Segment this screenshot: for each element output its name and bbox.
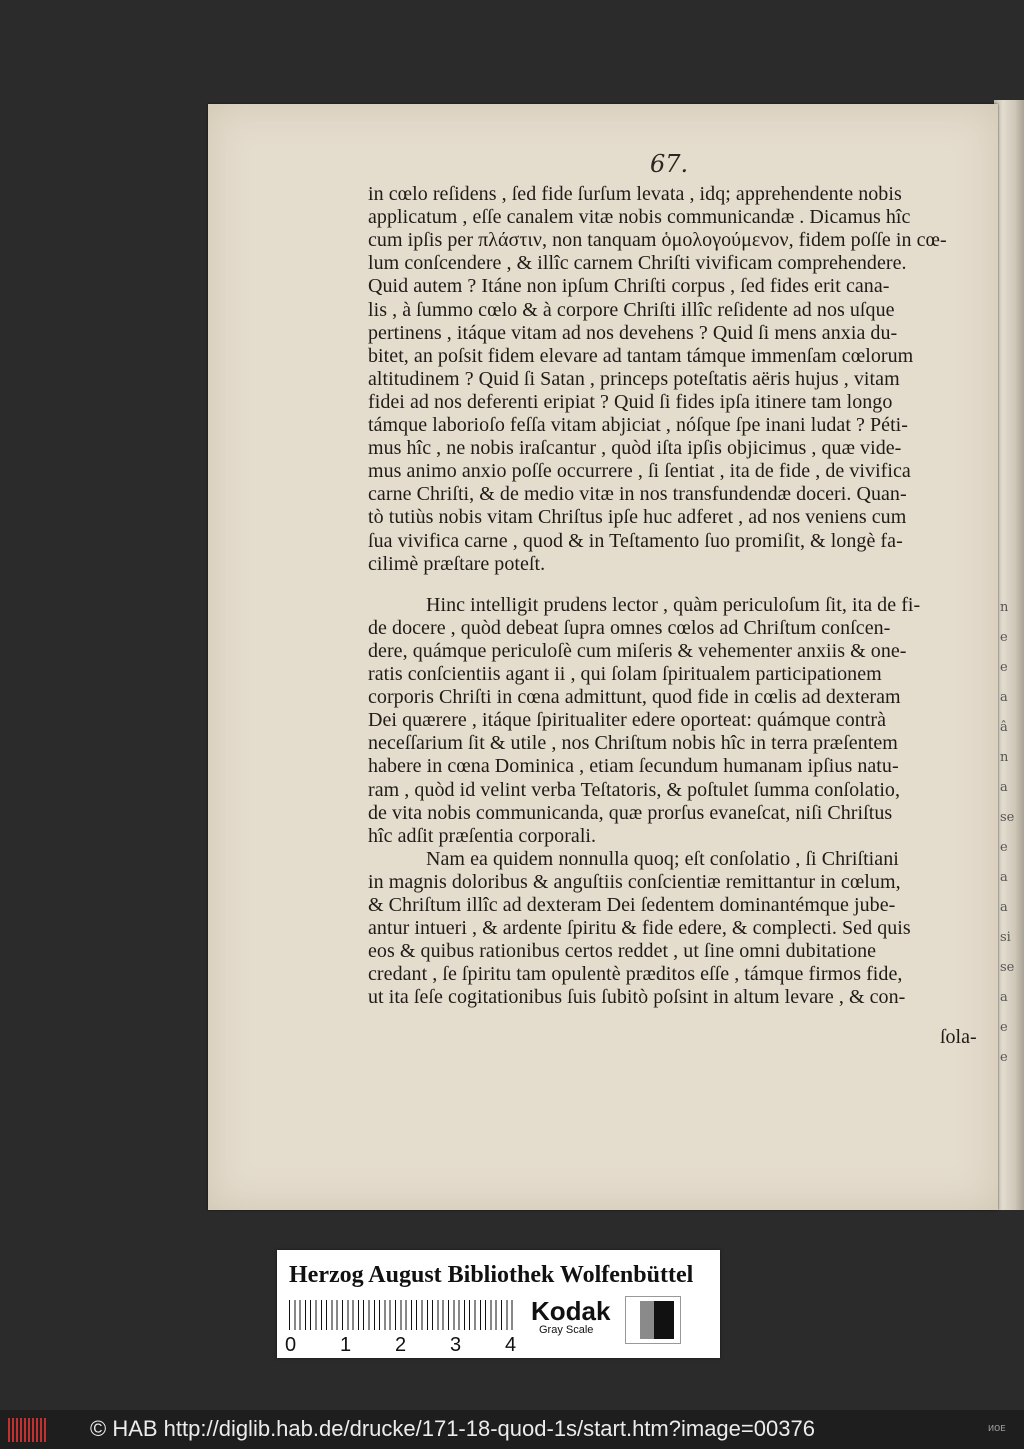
edge-mark: e xyxy=(1000,1050,1008,1065)
ruler-digit: 0 xyxy=(285,1334,297,1356)
text-line: lis , à ſummo cœlo & à corpore Chriſti illîc reſidente ad nos uſque xyxy=(368,298,895,321)
edge-mark: a xyxy=(1000,900,1008,915)
text-line: hîc adſit præſentia corporali. xyxy=(368,824,597,847)
text-line: ratis conſcientiis agant ii , qui ſolam ſpiritualem participationem xyxy=(368,663,882,685)
text-line: ſua vivifica carne , quod & in Teſtamento ſuo promiſit, & longè fa- xyxy=(368,529,903,552)
text-line: de vita nobis communicanda, quæ prorſus evaneſcat, niſi Chriſtus xyxy=(368,801,893,824)
gray-scale-patch xyxy=(625,1296,681,1344)
footer-bar xyxy=(0,1410,1024,1449)
page-number: 67. xyxy=(650,150,689,178)
text-line: in cœlo reſidens , ſed fide ſurſum levata , idq; apprehendente nobis xyxy=(368,183,902,205)
catchword: ſola- xyxy=(940,1026,977,1048)
edge-mark: si xyxy=(1000,930,1011,945)
text-line: in magnis doloribus & anguſtiis conſcientiæ remittantur in cœlum, xyxy=(368,870,901,893)
text-line: dere, quámque periculoſè cum miſeris & vehementer anxiis & one- xyxy=(368,639,907,662)
ruler-digit: 1 xyxy=(340,1334,352,1356)
ruler-digit: 4 xyxy=(505,1334,517,1356)
text-line: cum ipſis per πλάστιν, non tanquam ὁμολογούμενον, fidem poſſe in cœ- xyxy=(368,229,947,252)
text-line: neceſſarium ſit & utile , nos Chriſtum nobis hîc in terra præſentem xyxy=(368,732,898,755)
text-line: credant , ſe ſpiritu tam opulentè præditos eſſe , támque firmos fide, xyxy=(368,963,903,986)
footer-end-mark: ᴎᴏᴇ xyxy=(988,1422,1006,1434)
text-line: & Chriſtum illîc ad dexteram Dei ſedentem dominantémque jube- xyxy=(368,894,896,916)
edge-mark: a xyxy=(1000,690,1008,705)
edge-mark: se xyxy=(1000,810,1015,825)
text-line: támque laborioſo feſſa vitam abjiciat , nóſque ſpe inani ludat ? Péti- xyxy=(368,414,909,436)
text-line: mus animo anxio poſſe occurrere , ſi ſentiat , ita de fide , de vivifica xyxy=(368,460,911,483)
text-line: cilimè præſtare poteſt. xyxy=(368,552,546,575)
edge-mark: e xyxy=(1000,840,1008,855)
text-line: Nam ea quidem nonnulla quoq; eſt conſolatio , ſi Chriſtiani xyxy=(426,847,899,870)
ruler-digit: 2 xyxy=(395,1334,407,1356)
library-color-card xyxy=(277,1250,720,1358)
ruler-digit: 3 xyxy=(450,1334,462,1356)
barcode-icon xyxy=(8,1418,48,1442)
text-line: ut ita ſeſe cogitationibus ſuis ſubitò poſsint in altum levare , & con- xyxy=(368,986,906,1009)
text-line: ram , quòd id velint verba Teſtatoris, & poſtulet ſumma conſolatio, xyxy=(368,778,901,801)
edge-mark: se xyxy=(1000,960,1015,975)
text-line: applicatum , eſſe canalem vitæ nobis communicandæ . Dicamus hîc xyxy=(368,206,911,229)
text-line: antur intueri , & ardente ſpiritu & fide edere, & complecti. Sed quis xyxy=(368,917,911,940)
edge-mark: a xyxy=(1000,870,1008,885)
text-line: bitet, an poſsit fidem elevare ad tantam támque immenſam cœlorum xyxy=(368,344,914,367)
text-line: habere in cœna Dominica , etiam ſecundum humanam ipſius natu- xyxy=(368,755,899,778)
edge-mark: n xyxy=(1000,600,1009,615)
edge-mark: â xyxy=(1000,720,1008,735)
edge-mark: e xyxy=(1000,660,1008,675)
text-line: eos & quibus rationibus certos reddet , ut ſine omni dubitatione xyxy=(368,940,877,963)
text-line: Dei quærere , itáque ſpiritualiter edere oporteat: quámque contrà xyxy=(368,709,887,732)
library-name: Herzog August Bibliothek Wolfenbüttel xyxy=(289,1262,694,1288)
text-line: tò tutiùs nobis vitam Chriſtus ipſe huc adferet , ad nos veniens cum xyxy=(368,506,907,529)
text-line: Quid autem ? Itáne non ipſum Chriſti corpus , ſed fides erit cana- xyxy=(368,275,890,298)
text-line: altitudinem ? Quid ſi Satan , princeps poteſtatis aëris hujus , vitam xyxy=(368,367,900,390)
text-line: pertinens , itáque vitam ad nos devehens ? Quid ſi mens anxia du- xyxy=(368,321,898,344)
text-line: carne Chriſti, & de medio vitæ in nos transfundendæ doceri. Quan- xyxy=(368,483,907,506)
adjacent-page-edge xyxy=(994,100,1024,1210)
edge-mark: e xyxy=(1000,630,1008,645)
text-line: mus hîc , ne nobis iraſcantur , quòd iſta ipſis objicimus , quæ vide- xyxy=(368,437,902,460)
edge-mark: e xyxy=(1000,1020,1008,1035)
scale-ruler xyxy=(289,1300,515,1330)
text-line: Hinc intelligit prudens lector , quàm periculoſum ſit, ita de fi- xyxy=(426,593,921,616)
copyright-url: © HAB http://diglib.hab.de/drucke/171-18-quod-1s/start.htm?image=00376 xyxy=(90,1416,815,1441)
text-line: lum conſcendere , & illîc carnem Chriſti vivificam comprehendere. xyxy=(368,252,907,275)
kodak-subtitle: Gray Scale xyxy=(539,1324,594,1336)
text-line: corporis Chriſti in cœna admittunt, quod fide in cœlis ad dexteram xyxy=(368,686,901,709)
edge-mark: a xyxy=(1000,780,1008,795)
text-line: fidei ad nos deferenti eripiat ? Quid ſi fides ipſa itinere tam longo xyxy=(368,390,893,413)
edge-mark: a xyxy=(1000,990,1008,1005)
edge-mark: n xyxy=(1000,750,1009,765)
kodak-logo: Kodak xyxy=(531,1296,611,1326)
text-line: de docere , quòd debeat ſupra omnes cœlos ad Chriſtum conſcen- xyxy=(368,616,891,639)
ruler-digits xyxy=(285,1334,525,1356)
